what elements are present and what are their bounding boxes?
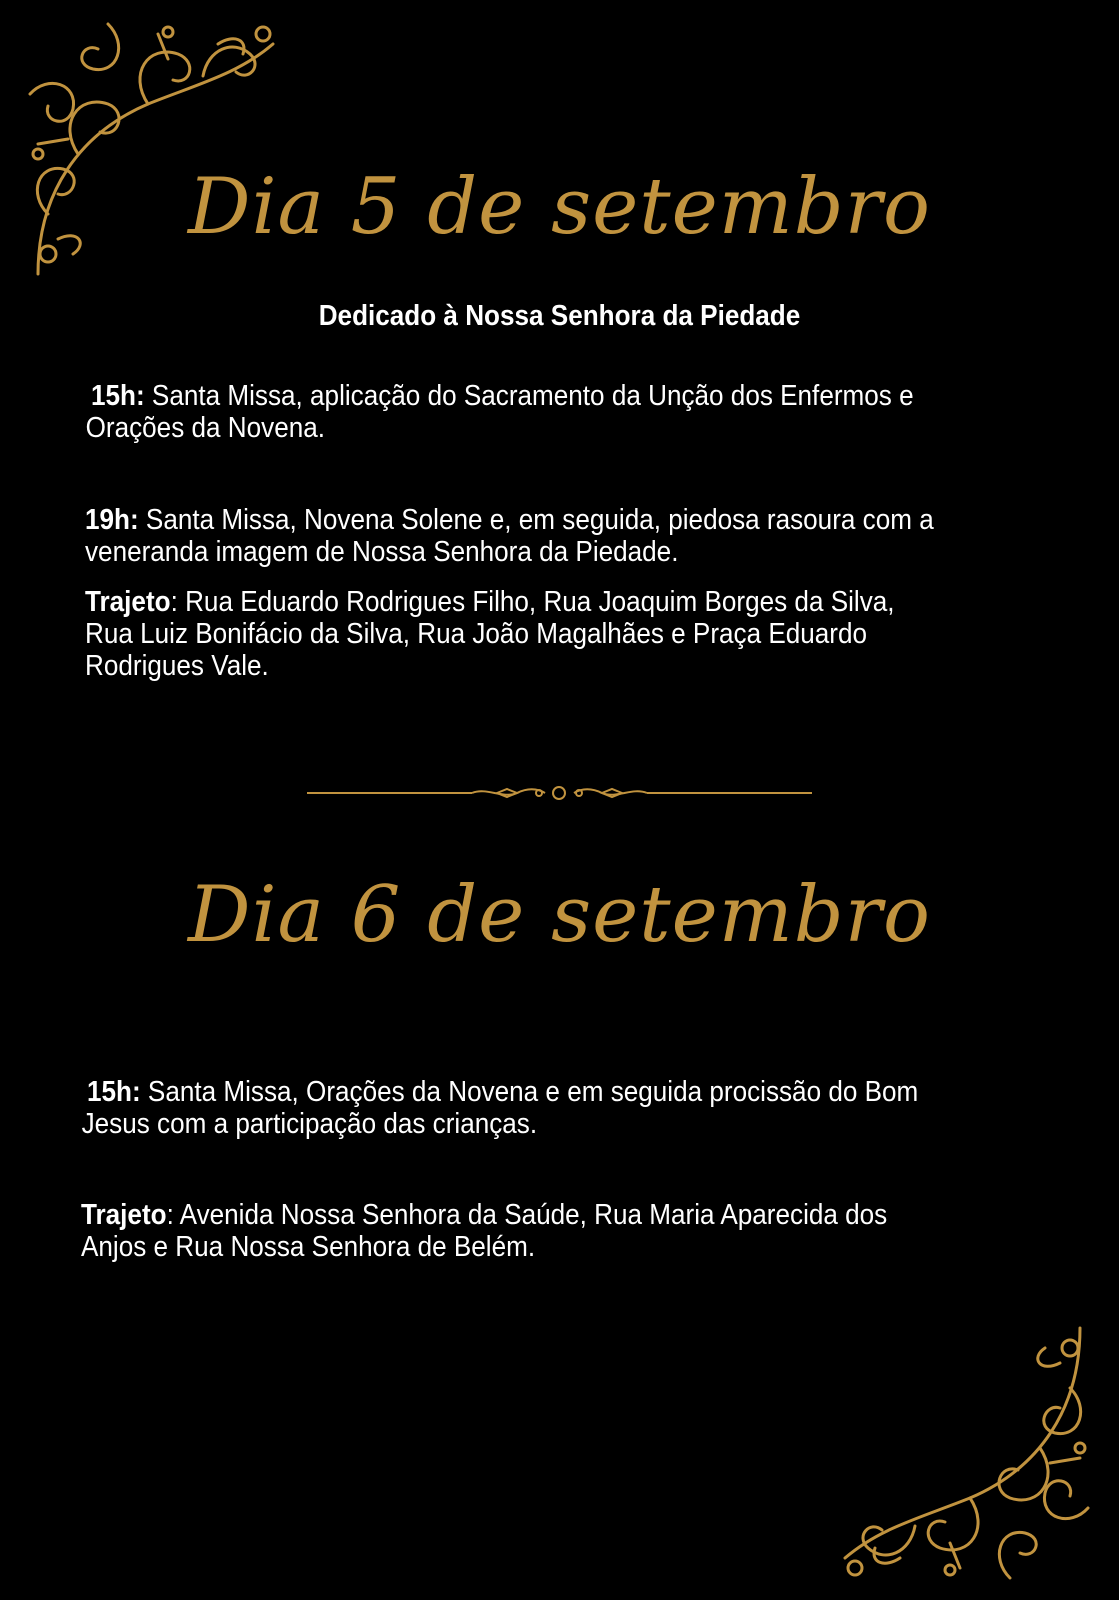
route-label: Trajeto <box>85 586 171 618</box>
time-label: 15h: <box>91 380 145 412</box>
route-label: Trajeto <box>81 1199 167 1231</box>
time-label: 15h: <box>87 1076 141 1108</box>
day5-subtitle: Dedicado à Nossa Senhora da Piedade <box>318 300 801 332</box>
day6-entry-15h: 15h: Santa Missa, Orações da Novena e em seguida procissão do Bom Jesus com a participação das crianças. <box>81 1076 919 1140</box>
flourish-corner-icon <box>830 1318 1100 1588</box>
time-label: 19h: <box>85 504 139 536</box>
day5-heading: Dia 5 de setembro <box>188 162 931 252</box>
day6-route: Trajeto: Avenida Nossa Senhora da Saúde, Rua Maria Aparecida dos Anjos e Rua Nossa Senhora de Belém. <box>81 1199 888 1263</box>
flourish-divider-icon <box>307 785 812 806</box>
day5-route: Trajeto: Rua Eduardo Rodrigues Filho, Rua Joaquim Borges da Silva, Rua Luiz Bonifácio da Silva, Rua João Magalhães e Praça Eduardo Rodrigues Vale. <box>85 586 895 682</box>
day6-heading: Dia 6 de setembro <box>188 870 931 960</box>
day5-entry-19h: 19h: Santa Missa, Novena Solene e, em seguida, piedosa rasoura com a veneranda imagem de Nossa Senhora da Piedade. <box>85 504 934 568</box>
day5-entry-15h: 15h: Santa Missa, aplicação do Sacramento da Unção dos Enfermos e Orações da Novena. <box>85 380 914 444</box>
